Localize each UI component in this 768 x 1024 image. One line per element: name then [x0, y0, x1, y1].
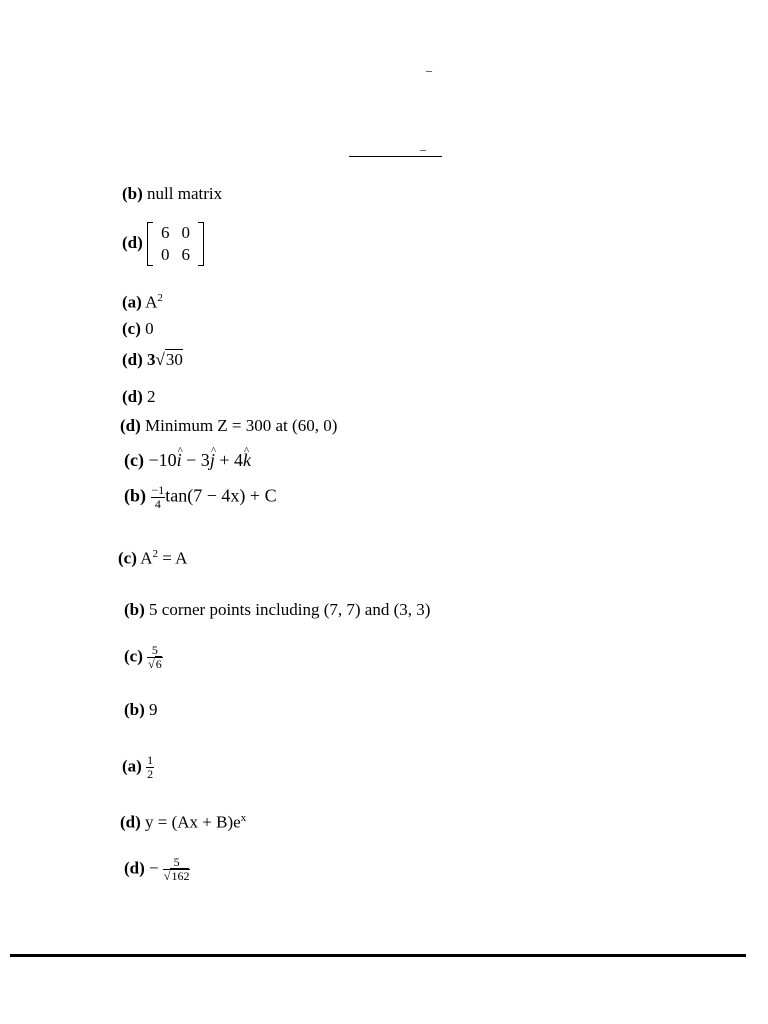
vector-expression: −10^ i − 3^ j + 4^ k: [148, 450, 251, 470]
answer-text: Minimum Z = 300 at (60, 0): [145, 416, 338, 435]
answer-exponent: 2: [157, 292, 163, 304]
answer-text: 5 corner points including (7, 7) and (3, 3): [149, 600, 431, 619]
answer-coefficient: 3: [147, 350, 156, 369]
matrix-cell: 0: [181, 223, 191, 242]
answer-text: 9: [149, 700, 158, 719]
answer-label: (a): [122, 756, 142, 776]
answer-text: 0: [145, 319, 154, 338]
answer-label: (c): [124, 450, 144, 470]
answer-label: (d): [122, 387, 143, 406]
header-mark-underline: –: [420, 142, 426, 156]
answer-label: (c): [118, 548, 137, 568]
answer-3: [122, 288, 163, 313]
answer-label: (d): [122, 232, 143, 252]
answer-text: tan(7 − 4x) + C: [165, 485, 277, 506]
answer-label: (c): [124, 646, 143, 666]
answer-text: 2: [147, 387, 156, 406]
answer-12: [124, 644, 163, 671]
answer-14: [122, 754, 154, 781]
answer-label: (d): [120, 812, 141, 832]
answer-10: (c) $A^2 = A$: [118, 548, 188, 568]
answer-11: [124, 600, 430, 620]
answer-text: null matrix: [147, 184, 223, 203]
answer-label: (b): [122, 184, 143, 203]
answer-2: [122, 222, 204, 266]
answer-label: (a): [122, 292, 142, 312]
answer-label: (b): [124, 485, 146, 506]
answer-4: [122, 319, 154, 339]
footer-rule: [10, 954, 746, 957]
answer-radicand: 30: [165, 350, 183, 369]
answer-13: [124, 700, 158, 720]
answer-sign: −: [149, 858, 159, 878]
matrix: [147, 222, 204, 266]
answer-8: [124, 450, 251, 470]
fraction: $\frac{5}{√162}$: [163, 855, 190, 883]
answer-15: (d) $y = (Ax + B)e^x$: [120, 812, 247, 832]
fraction: $\frac{-1}{4}$: [151, 483, 165, 511]
matrix-cell: 6: [181, 245, 191, 264]
fraction: $\frac{5}{√6}$: [148, 643, 162, 671]
answer-5: (d) 3√30: [122, 350, 183, 369]
answer-label: (c): [122, 319, 141, 338]
answer-7: [120, 416, 337, 436]
matrix-cell: 0: [161, 245, 170, 264]
answer-label: (d): [120, 416, 141, 435]
answer-label: (d): [124, 858, 145, 878]
fraction: $\frac{1}{2}$: [147, 753, 154, 781]
answer-label: (b): [124, 700, 145, 719]
header-mark-top: –: [426, 63, 432, 77]
answer-1: [122, 184, 222, 204]
answer-exponent: 2: [152, 548, 158, 560]
answer-16: [124, 856, 190, 883]
answer-exponent: x: [240, 812, 247, 824]
answer-label: (d): [122, 350, 143, 369]
answer-6: [122, 387, 156, 407]
answer-9: [124, 484, 277, 511]
answer-label: (b): [124, 600, 145, 619]
matrix-cell: 6: [161, 223, 170, 242]
answer-base: A: [145, 292, 158, 312]
header-rule: [349, 156, 442, 157]
